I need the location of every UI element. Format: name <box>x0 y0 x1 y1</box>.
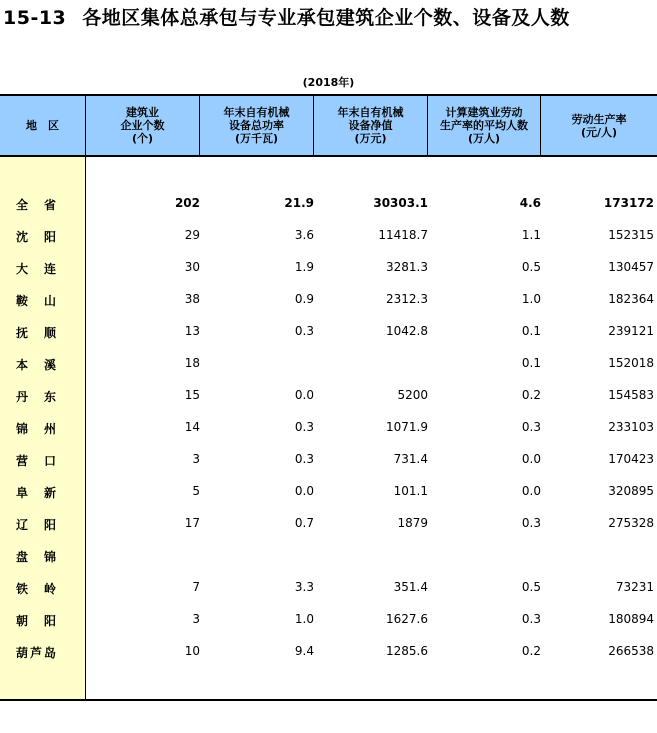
cell-avg-workers: 0.2 <box>521 388 541 402</box>
cell-avg-workers: 0.3 <box>521 420 541 434</box>
cell-avg-workers: 0.3 <box>521 516 541 530</box>
table-row <box>0 612 657 632</box>
cell-net-value: 11418.7 <box>378 228 428 242</box>
year-note: (2018年) <box>302 76 355 89</box>
header-bottom-rule <box>0 155 657 157</box>
cell-productivity: 275328 <box>608 516 654 530</box>
region-name: 本 溪 <box>16 358 59 372</box>
cell-power: 0.0 <box>294 484 314 498</box>
cell-productivity: 173172 <box>603 196 654 210</box>
cell-power: 0.3 <box>294 420 314 434</box>
cell-power: 0.3 <box>294 452 314 466</box>
table-row <box>0 356 657 376</box>
cell-avg-workers: 1.0 <box>521 292 541 306</box>
region-name: 抚 顺 <box>16 326 59 340</box>
cell-power: 0.3 <box>294 324 314 338</box>
table-title: 各地区集体总承包与专业承包建筑企业个数、设备及人数 <box>82 7 570 29</box>
table-row <box>0 452 657 472</box>
table-row <box>0 644 657 664</box>
region-name: 丹 东 <box>16 390 59 404</box>
cell-net-value: 1285.6 <box>386 644 428 658</box>
region-name: 全 省 <box>16 198 59 212</box>
region-name: 铁 岭 <box>16 582 59 596</box>
table-row <box>0 516 657 536</box>
cell-avg-workers: 0.1 <box>521 356 541 370</box>
cell-net-value: 2312.3 <box>386 292 428 306</box>
cell-power: 1.0 <box>294 612 314 626</box>
region-name: 阜 新 <box>16 486 59 500</box>
cell-enterprises: 29 <box>184 228 200 242</box>
cell-enterprises: 5 <box>192 484 200 498</box>
cell-enterprises: 10 <box>184 644 200 658</box>
cell-power: 9.4 <box>294 644 314 658</box>
bottom-rule <box>0 699 657 701</box>
cell-avg-workers: 0.2 <box>521 644 541 658</box>
cell-productivity: 152018 <box>608 356 654 370</box>
cell-enterprises: 18 <box>184 356 200 370</box>
cell-enterprises: 202 <box>174 196 200 210</box>
cell-net-value: 351.4 <box>393 580 428 594</box>
cell-net-value: 1071.9 <box>386 420 428 434</box>
cell-avg-workers: 0.0 <box>521 484 541 498</box>
cell-net-value: 731.4 <box>393 452 428 466</box>
header-region: 地 区 <box>0 96 86 155</box>
cell-net-value: 30303.1 <box>373 196 428 210</box>
cell-net-value: 101.1 <box>393 484 428 498</box>
table-header <box>0 96 657 155</box>
cell-net-value: 3281.3 <box>386 260 428 274</box>
table-row <box>0 228 657 248</box>
cell-net-value: 1879 <box>397 516 428 530</box>
cell-power: 0.0 <box>294 388 314 402</box>
table-number: 15-13 <box>3 7 67 29</box>
cell-power: 0.7 <box>294 516 314 530</box>
header-avg-workers: 计算建筑业劳动 生产率的平均人数 (万人) <box>428 96 541 155</box>
header-enterprises: 建筑业 企业个数 (个) <box>86 96 200 155</box>
cell-avg-workers: 1.1 <box>521 228 541 242</box>
cell-productivity: 266538 <box>608 644 654 658</box>
cell-power: 0.9 <box>294 292 314 306</box>
cell-productivity: 239121 <box>608 324 654 338</box>
cell-power: 1.9 <box>294 260 314 274</box>
table-row <box>0 388 657 408</box>
cell-productivity: 154583 <box>608 388 654 402</box>
region-name: 锦 州 <box>16 422 59 436</box>
region-name: 沈 阳 <box>16 230 59 244</box>
cell-enterprises: 38 <box>184 292 200 306</box>
region-name: 营 口 <box>16 454 59 468</box>
cell-avg-workers: 0.0 <box>521 452 541 466</box>
cell-avg-workers: 0.3 <box>521 612 541 626</box>
cell-enterprises: 3 <box>192 612 200 626</box>
table-row <box>0 420 657 440</box>
cell-enterprises: 3 <box>192 452 200 466</box>
cell-productivity: 180894 <box>608 612 654 626</box>
table-row-total <box>0 196 657 216</box>
region-name: 大 连 <box>16 262 59 276</box>
cell-enterprises: 13 <box>184 324 200 338</box>
cell-enterprises: 7 <box>192 580 200 594</box>
cell-net-value: 5200 <box>397 388 428 402</box>
page-title <box>3 4 570 32</box>
region-name: 鞍 山 <box>16 294 59 308</box>
cell-productivity: 73231 <box>615 580 654 594</box>
cell-enterprises: 14 <box>184 420 200 434</box>
cell-enterprises: 30 <box>184 260 200 274</box>
table-row <box>0 548 657 568</box>
table-row <box>0 484 657 504</box>
header-power: 年末自有机械 设备总功率 (万千瓦) <box>200 96 314 155</box>
table-row <box>0 260 657 280</box>
cell-power: 21.9 <box>284 196 314 210</box>
region-name: 朝 阳 <box>16 614 59 628</box>
cell-power: 3.6 <box>294 228 314 242</box>
cell-avg-workers: 0.5 <box>521 580 541 594</box>
cell-net-value: 1627.6 <box>386 612 428 626</box>
table-row <box>0 580 657 600</box>
header-net-value: 年末自有机械 设备净值 (万元) <box>314 96 428 155</box>
table-row <box>0 292 657 312</box>
cell-enterprises: 15 <box>184 388 200 402</box>
cell-net-value: 1042.8 <box>386 324 428 338</box>
region-name: 葫芦岛 <box>16 646 59 660</box>
header-productivity: 劳动生产率 (元/人) <box>571 112 627 139</box>
cell-enterprises: 17 <box>184 516 200 530</box>
cell-productivity: 152315 <box>608 228 654 242</box>
cell-avg-workers: 4.6 <box>519 196 541 210</box>
cell-productivity: 233103 <box>608 420 654 434</box>
cell-productivity: 170423 <box>608 452 654 466</box>
cell-avg-workers: 0.5 <box>521 260 541 274</box>
table-row <box>0 324 657 344</box>
region-name: 盘 锦 <box>16 550 59 564</box>
cell-productivity: 320895 <box>608 484 654 498</box>
cell-avg-workers: 0.1 <box>521 324 541 338</box>
cell-power: 3.3 <box>294 580 314 594</box>
region-name: 辽 阳 <box>16 518 59 532</box>
cell-productivity: 182364 <box>608 292 654 306</box>
cell-productivity: 130457 <box>608 260 654 274</box>
